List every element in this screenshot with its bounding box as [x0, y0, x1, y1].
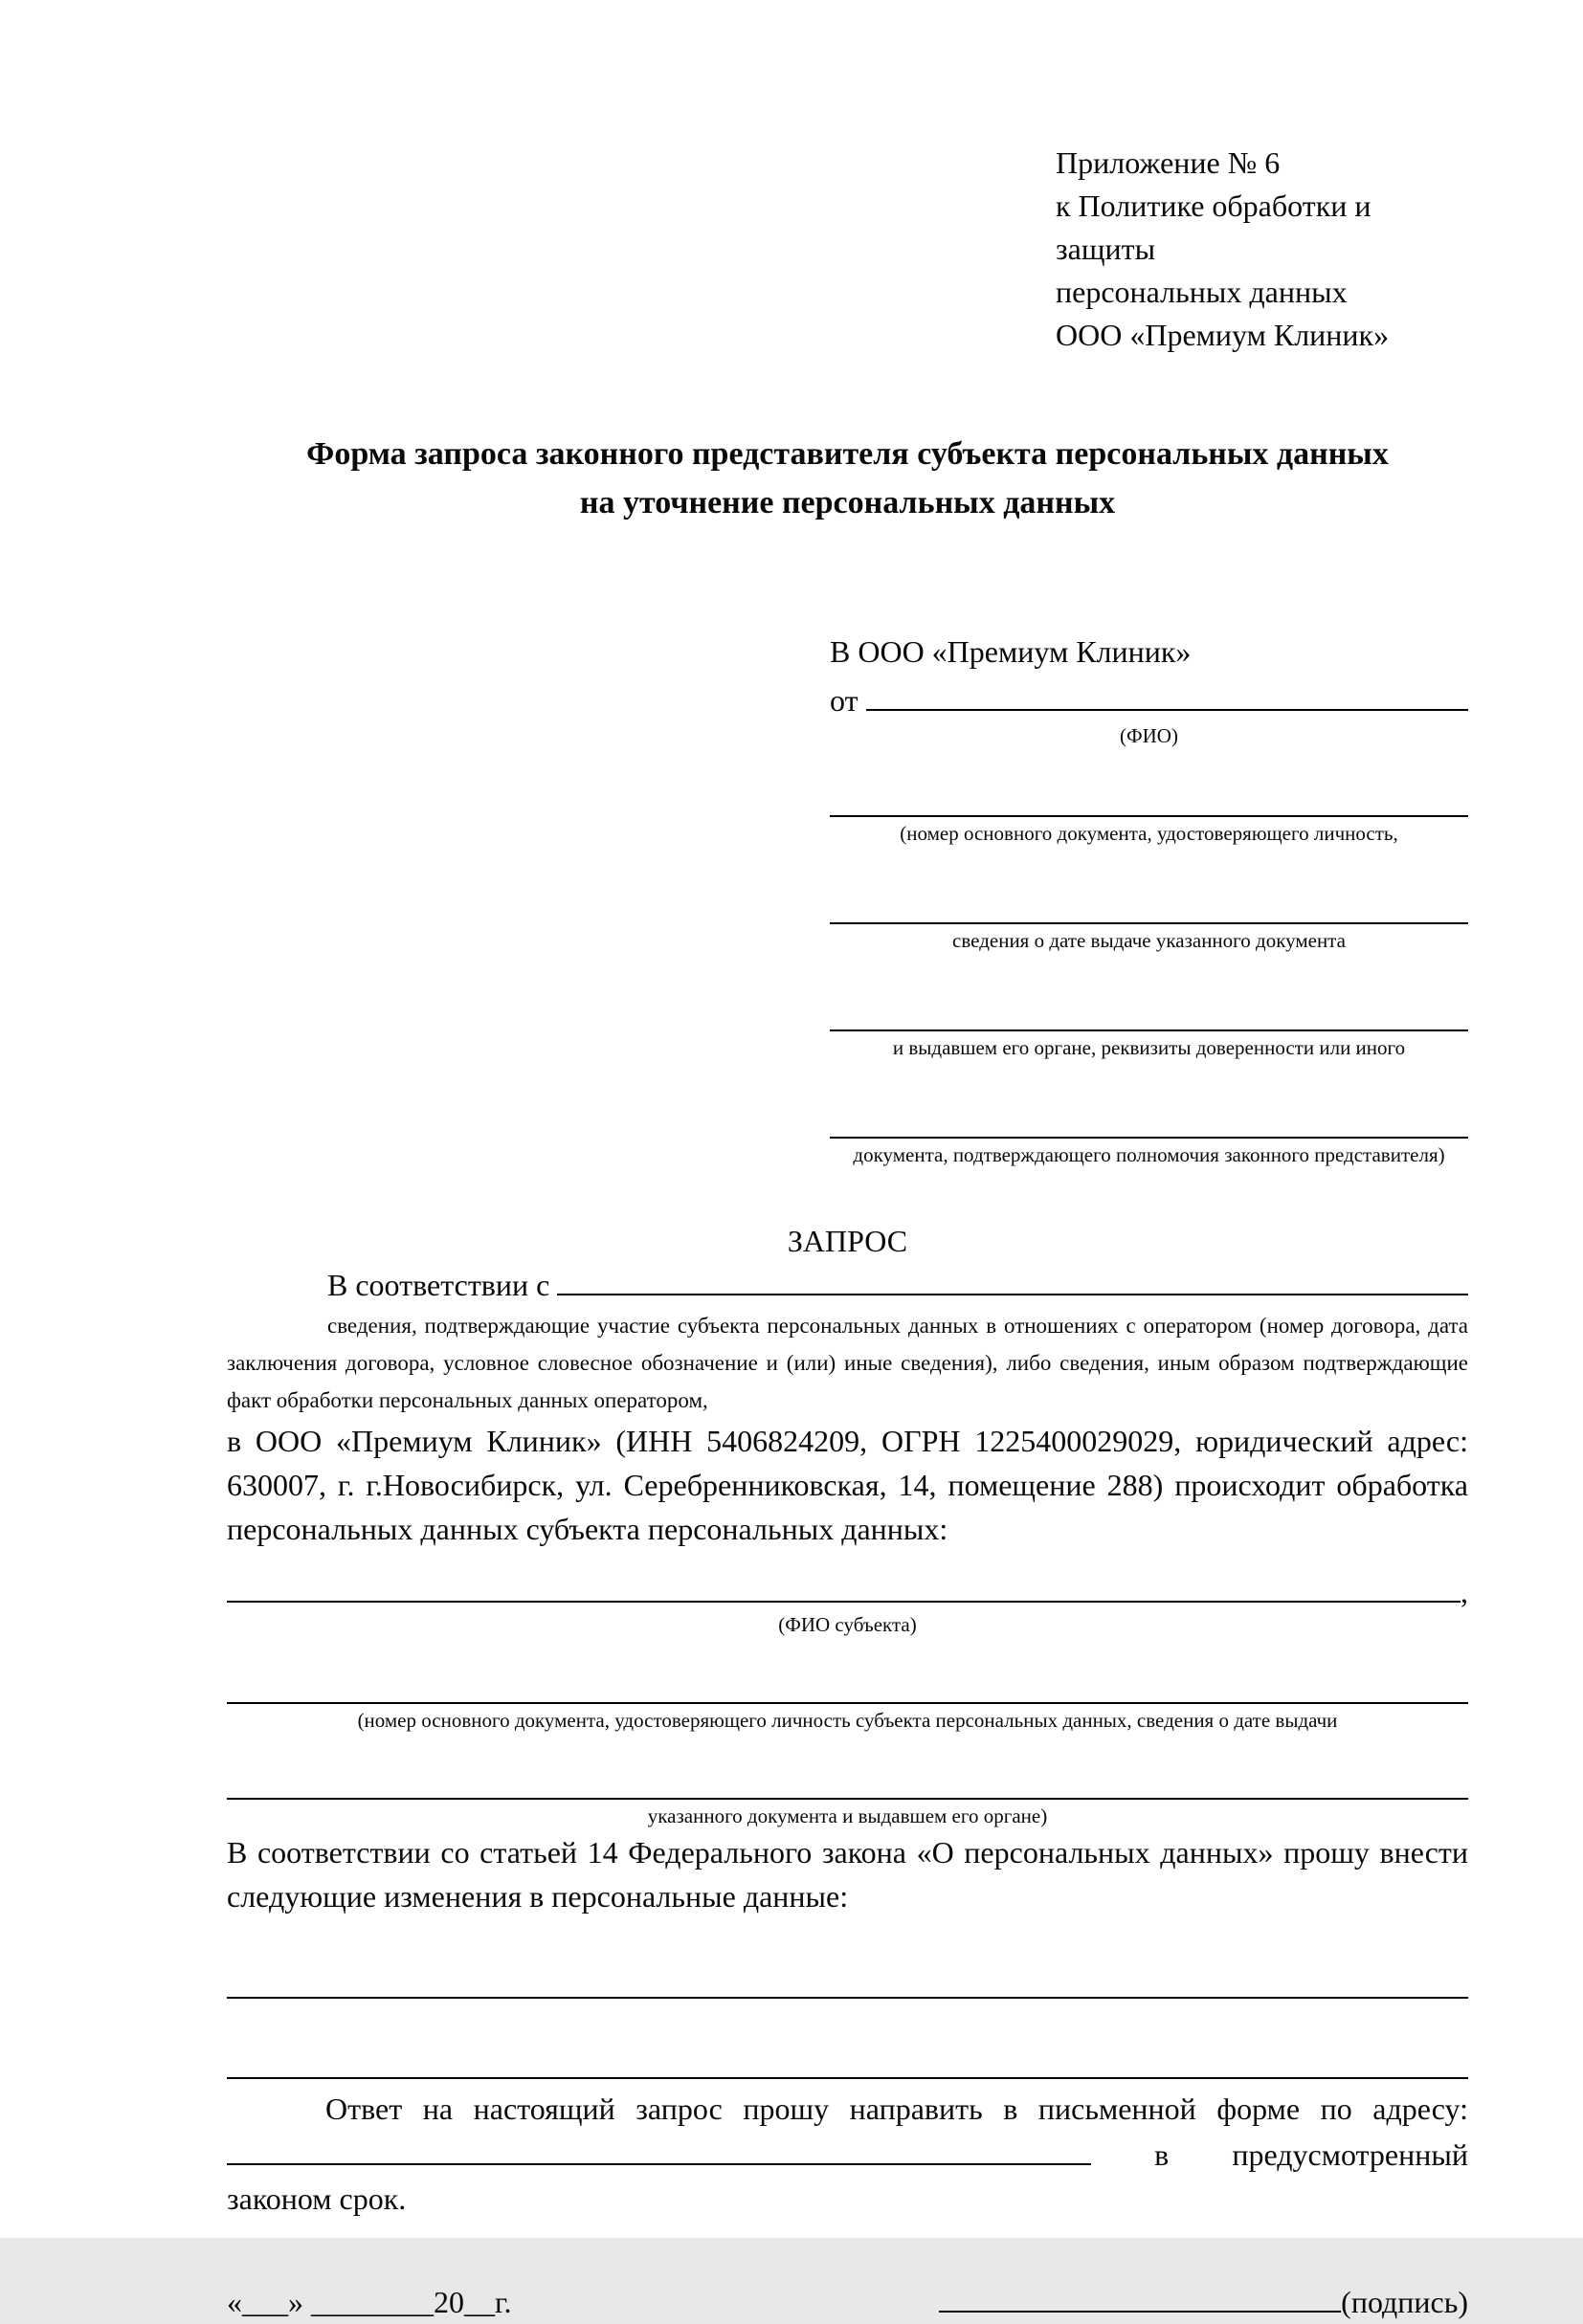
fio-caption: (ФИО) [1120, 724, 1178, 747]
policy-reference-line2: персональных данных [1056, 275, 1348, 309]
policy-reference-line1: к Политике обработки и защиты [1056, 188, 1371, 266]
authority-document-caption: документа, подтверждающего полномочия законного представителя) [853, 1143, 1445, 1166]
answer-paragraph-line3: законом срок. [227, 2181, 407, 2216]
signature-area [939, 2280, 1468, 2324]
authority-document-blank-line [830, 1095, 1468, 1139]
subject-document-caption-line1: (номер основного документа, удостоверяющего личность субъекта персональных данных, сведения о дате выдачи [357, 1709, 1338, 1732]
signature-caption: (подпись) [1341, 2285, 1468, 2319]
from-label: от [830, 683, 866, 718]
document-title-line2: на уточнение персональных данных [579, 485, 1116, 520]
addressee-to: В ООО «Премиум Клиник» [830, 634, 1192, 669]
accordance-row [227, 1263, 1468, 1307]
changes-blank-line2 [227, 2041, 1468, 2079]
answer-paragraph-line2 [227, 2131, 1468, 2177]
subject-fio-comma: , [1460, 1575, 1468, 1609]
date-blank: «___» ________20__г. [227, 2285, 512, 2319]
address-blank-line [227, 2131, 1091, 2165]
changes-blank-line1 [227, 1960, 1468, 1999]
issuing-authority-caption: и выдавшем его органе, реквизиты доверенности или иного [892, 1036, 1406, 1059]
document-title [227, 430, 1468, 527]
answer-word-v: в [1154, 2137, 1170, 2172]
subject-document-caption-line2: указанного документа и выдавшем его органе) [647, 1804, 1048, 1827]
subject-fio-row [227, 1568, 1468, 1610]
accordance-label: В соответствии с [327, 1268, 558, 1302]
answer-word-predusmotrenny: предусмотренный [1232, 2137, 1468, 2172]
operator-paragraph: в ООО «Премиум Клиник» (ИНН 5406824209, ОГРН 1225400029029, юридический адрес: 630007, г. г.Новосибирск, ул. Серебренниковская, 14, помещение 288) происходит обработка персональных данных субъекта персональных данных: [227, 1424, 1468, 1546]
from-blank-line [866, 678, 1468, 711]
subject-document-blank-line [227, 1666, 1468, 1704]
date-signature-row [227, 2280, 1468, 2324]
subject-fio-blank-line [227, 1568, 1460, 1603]
document-number-caption: (номер основного документа, удостоверяющего личность, [900, 822, 1398, 845]
issue-date-caption: сведения о дате выдаче указанного документа [952, 929, 1346, 952]
document-title-line1: Форма запроса законного представителя субъекта персональных данных [306, 436, 1389, 472]
accordance-blank-line [557, 1263, 1468, 1295]
answer-paragraph-line1: Ответ на настоящий запрос прошу направить в письменной форме по адресу: [325, 2092, 1468, 2126]
appendix-number: Приложение № 6 [1056, 145, 1281, 180]
signature-blank-line [939, 2280, 1341, 2313]
issue-date-blank-line [830, 880, 1468, 924]
addressee-block [830, 631, 1468, 1169]
appendix-header [1056, 142, 1468, 357]
subject-document-blank-line2 [227, 1761, 1468, 1800]
organization-name: ООО «Премиум Клиник» [1056, 318, 1390, 352]
request-heading: ЗАПРОС [787, 1224, 908, 1258]
subject-fio-caption: (ФИО субъекта) [778, 1613, 917, 1636]
document-number-blank-line [830, 783, 1468, 817]
issuing-authority-blank-line [830, 987, 1468, 1031]
relationship-note: сведения, подтверждающие участие субъекта персональных данных в отношениях с оператором (номер договора, дата заключения договора, условное словесное обозначение и (или) иные сведения), либо сведения, иным образом подтверждающие факт обработки персональных данных оператором, [227, 1314, 1468, 1412]
addressee-from-row [830, 678, 1468, 721]
article-paragraph: В соответствии со статьей 14 Федерального закона «О персональных данных» прошу внести следующие изменения в персональные данные: [227, 1835, 1468, 1914]
